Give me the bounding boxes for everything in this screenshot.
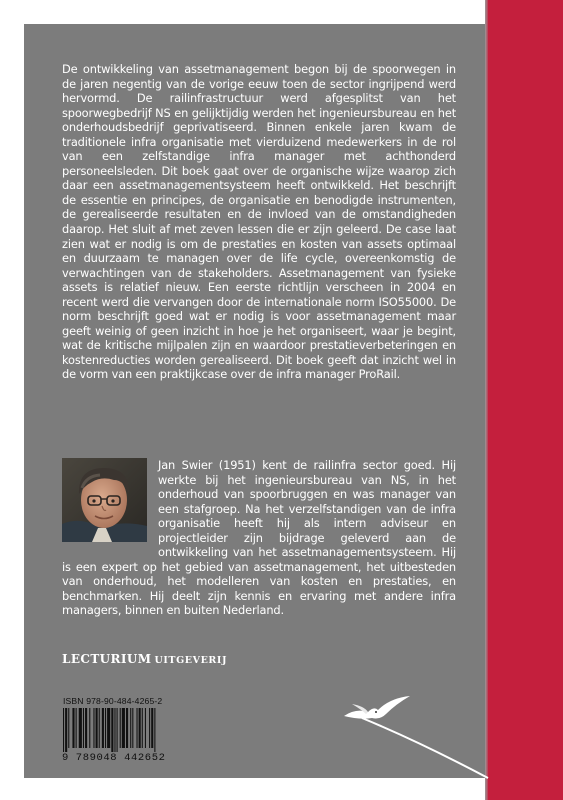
blurb-line: beschrijft de essentie en principes, de organisatie en benodigde	[62, 178, 456, 207]
barcode-bar	[79, 708, 82, 748]
barcode-bar	[122, 708, 125, 748]
barcode-block	[62, 696, 189, 770]
blurb-line: worden gerealiseerd. Dit boek geeft dat inzicht wel in de vorm van	[62, 352, 456, 382]
isbn-text: ISBN 978-90-484-4265-2	[63, 696, 163, 706]
blurb-line: het onderhoudsbedrijf geprivatiseerd. Binnen enkele jaren kwam	[62, 105, 457, 135]
barcode-bar	[126, 708, 128, 748]
barcode-bar	[117, 708, 118, 752]
blurb-line: nodig is voor assetmanagement maar geeft weinig of geen inzicht	[62, 309, 456, 338]
barcode-bar	[149, 708, 150, 748]
barcode-bar	[89, 708, 90, 748]
author-photo	[62, 458, 147, 542]
barcode-bar	[137, 708, 138, 748]
barcode-bar	[68, 708, 69, 748]
barcode-bar	[132, 708, 133, 748]
publisher-name: LECTURIUM	[62, 652, 152, 666]
barcode-bar	[63, 708, 64, 752]
blurb-line: instrumenten, de gerealiseerde resultaten en de invloed van de	[62, 192, 456, 222]
barcode-bar	[114, 708, 115, 752]
blurb-line: zich daar een assetmanagementsysteem heeft ontwikkeld. Het	[62, 163, 456, 193]
barcode-bar	[93, 708, 94, 748]
blurb-line: werd hervormd. De railinfrastructuur werd afgesplitst van het	[62, 76, 456, 106]
barcode-bar	[111, 708, 113, 752]
page-margin-top	[0, 0, 488, 24]
blurb-line: in de rol van een zelfstandige infra manager met achthonderd	[62, 134, 456, 164]
blurb-line: personeelsleden. Dit boek gaat over de organische wijze waarop	[62, 163, 430, 178]
barcode-bar	[154, 708, 155, 752]
page-margin-left	[0, 0, 24, 800]
author-bio-text: Jan Swier (1951) kent de railinfra sector goed. Hij werkte bij het ingenieursbureau van NS, in het onderhoud van spoorbruggen en was manager van een stafgroep. Na het verzelfstandigen van de infra organisatie heeft hij als intern adviseur en projectleider zijn bijdrage geleverd aan de ontwikkeling van het assetmanagementsysteem. Hij is een expert op het gebied van assetmanagement, het uitbesteden van onderhoud, het modelleren van kosten en prestaties, en benchmarken. Hij deelt zijn kennis en ervaring met andere infra managers, binnen en buiten Nederland.	[62, 458, 456, 618]
blurb-line: cycle, overeenkomstig de verwachtingen van de stakeholders.	[62, 251, 456, 280]
barcode-bar	[120, 708, 121, 748]
barcode-digits: 9 789048 442652	[62, 752, 166, 764]
blurb-line: de traditionele infra organisatie met vierduizend medewerkers	[62, 120, 456, 149]
blurb-line: in hoe je het organiseert, waar je begint, wat de kritische mijlpalen	[62, 323, 456, 353]
barcode-bar	[102, 708, 104, 748]
publisher-logo	[62, 652, 227, 666]
barcode-bar	[107, 708, 110, 748]
blurb-line: geleerd. De case laat zien wat er nodig is om de prestaties en	[62, 222, 456, 251]
barcode-bar	[65, 708, 67, 752]
barcode-bar	[145, 708, 146, 748]
red-spine-band	[488, 0, 563, 800]
barcode-bar	[96, 708, 98, 748]
barcode-bar	[151, 708, 153, 748]
author-portrait-image	[62, 458, 147, 542]
barcode-bar	[99, 708, 100, 748]
blurb-line: in de jaren negentig van de vorige eeuw toen de sector ingrijpend	[62, 62, 456, 91]
blurb-line: internationale norm ISO55000. De norm beschrijft goed wat er	[62, 294, 456, 324]
barcode-bar	[76, 708, 77, 748]
blurb-line: spoorwegbedrijf NS en gelijktijdig werden het ingenieursbureau en	[62, 105, 435, 120]
barcode-bar	[83, 708, 84, 748]
barcode-bar	[142, 708, 143, 748]
barcode-bars	[62, 708, 189, 752]
barcode-bar	[105, 708, 106, 748]
barcode-bar	[72, 708, 74, 748]
blurb-line: De ontwikkeling van assetmanagement begon bij de spoorwegen	[62, 62, 441, 76]
blurb-line: omstandigheden daarop. Het sluit af met zeven lessen die er zijn	[62, 207, 456, 237]
blurb-line: kosten van assets optimaal en duurzaam te managen over de life	[62, 236, 456, 266]
barcode-bar	[139, 708, 141, 748]
publisher-sub: UITGEVERIJ	[154, 655, 228, 666]
blurb-line: Assetmanagement van fysieke assets is relatief nieuw. Een eerste	[62, 265, 456, 295]
swoosh-line	[360, 712, 490, 782]
blurb-line: een praktijkcase over de infra manager ProRail.	[135, 367, 401, 382]
barcode-bar	[85, 708, 87, 748]
blurb-text	[62, 62, 456, 382]
blurb-line: richtlijn verscheen in 2004 en recent werd die vervangen door de	[62, 280, 456, 309]
blurb-line: zijn en waardoor prestatieverbeteringen en kostenreducties	[62, 338, 456, 367]
barcode-bar	[130, 708, 131, 748]
